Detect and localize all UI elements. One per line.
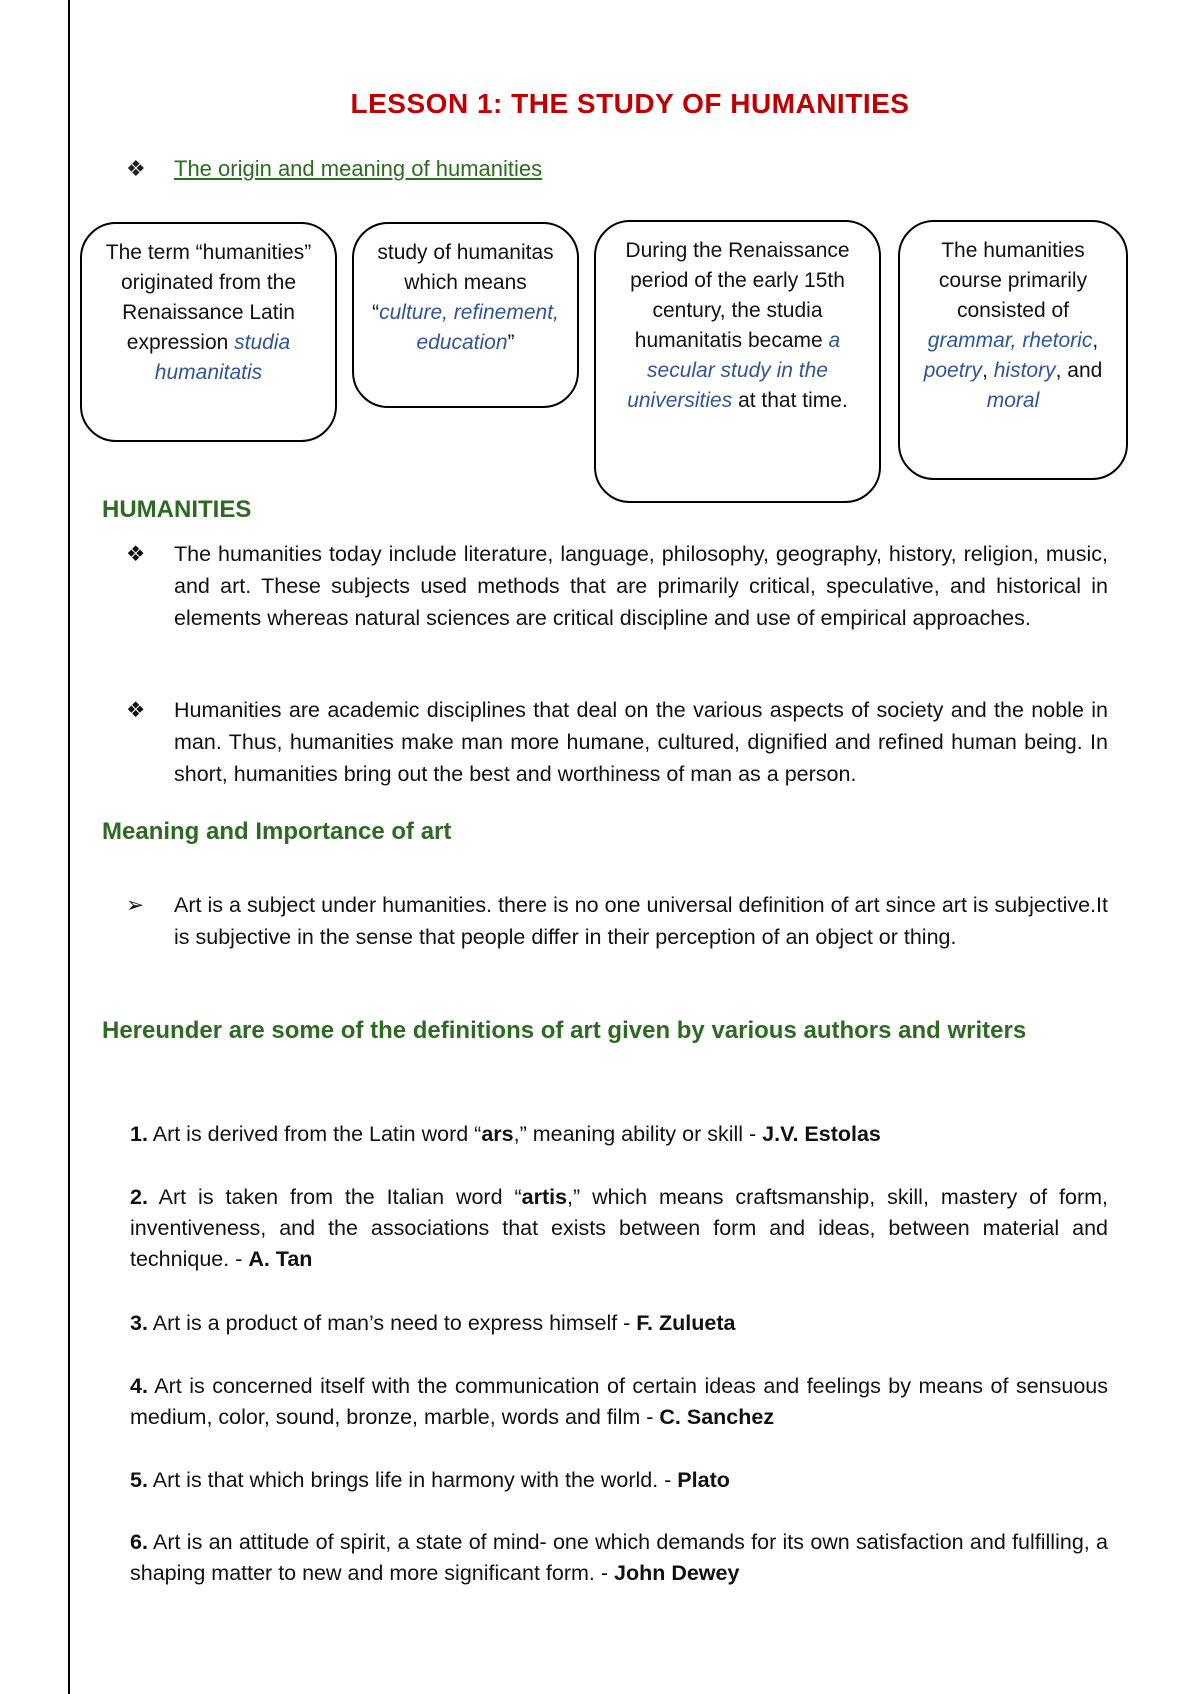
humanities-paragraph-1: ❖ The humanities today include literature, language, philosophy, geography, history, religion, music, and art. These subjects used methods that are primarily critical, speculative, and historical in elements whereas natural sciences are critical discipline and use of empirical approaches. [126, 538, 1108, 634]
origin-subheading-text: The origin and meaning of humanities [174, 156, 543, 181]
art-paragraph: ➢ Art is a subject under humanities. there is no one universal definition of art since art is subjective.It is subjective in the sense that people differ in their perception of an object or thing. [126, 889, 1108, 953]
humanities-paragraph-2: ❖ Humanities are academic disciplines that deal on the various aspects of society and the noble in man. Thus, humanities make man more humane, cultured, dignified and refined human being. In short, humanities bring out the best and worthiness of man as a person. [126, 694, 1108, 790]
definitions-heading: Hereunder are some of the definitions of art given by various authors and writers [102, 1017, 1027, 1044]
concept-box-meaning: study of humanitas which means “culture, refinement, education” [352, 222, 579, 408]
concept-box-origin: The term “humanities” originated from the Renaissance Latin expression studia humanitatis [80, 222, 337, 442]
definition-item-2: 2. Art is taken from the Italian word “artis,” which means craftsmanship, skill, mastery of form, inventiveness, and the associations that exists between form and ideas, between material and technique. - A. Tan [130, 1185, 1108, 1271]
diamond-bullet-icon: ❖ [126, 156, 146, 181]
definition-item-5: 5. Art is that which brings life in harmony with the world. - Plato [130, 1468, 730, 1492]
arrow-bullet-icon: ➢ [126, 893, 145, 917]
definition-item-6: 6. Art is an attitude of spirit, a state of mind- one which demands for its own satisfaction and fulfilling, a shaping matter to new and more significant form. - John Dewey [130, 1530, 1108, 1585]
definition-item-1: 1. Art is derived from the Latin word “ars,” meaning ability or skill - J.V. Estolas [130, 1122, 881, 1146]
art-heading: Meaning and Importance of art [102, 818, 452, 845]
diamond-bullet-icon: ❖ [126, 542, 146, 566]
origin-subheading [126, 156, 542, 182]
definition-item-4: 4. Art is concerned itself with the communication of certain ideas and feelings by means of sensuous medium, color, sound, bronze, marble, words and film - C. Sanchez [130, 1374, 1108, 1429]
page-title: LESSON 1: THE STUDY OF HUMANITIES [350, 88, 910, 119]
diamond-bullet-icon: ❖ [126, 698, 146, 722]
concept-box-course: The humanities course primarily consisted of grammar, rhetoric, poetry, history, and moral [898, 220, 1128, 480]
humanities-heading: HUMANITIES [102, 496, 252, 523]
definition-item-3: 3. Art is a product of man’s need to express himself - F. Zulueta [130, 1311, 736, 1335]
concept-box-renaissance: During the Renaissance period of the early 15th century, the studia humanitatis became a secular study in the universities at that time. [594, 220, 881, 503]
page-margin-line [68, 0, 70, 1694]
